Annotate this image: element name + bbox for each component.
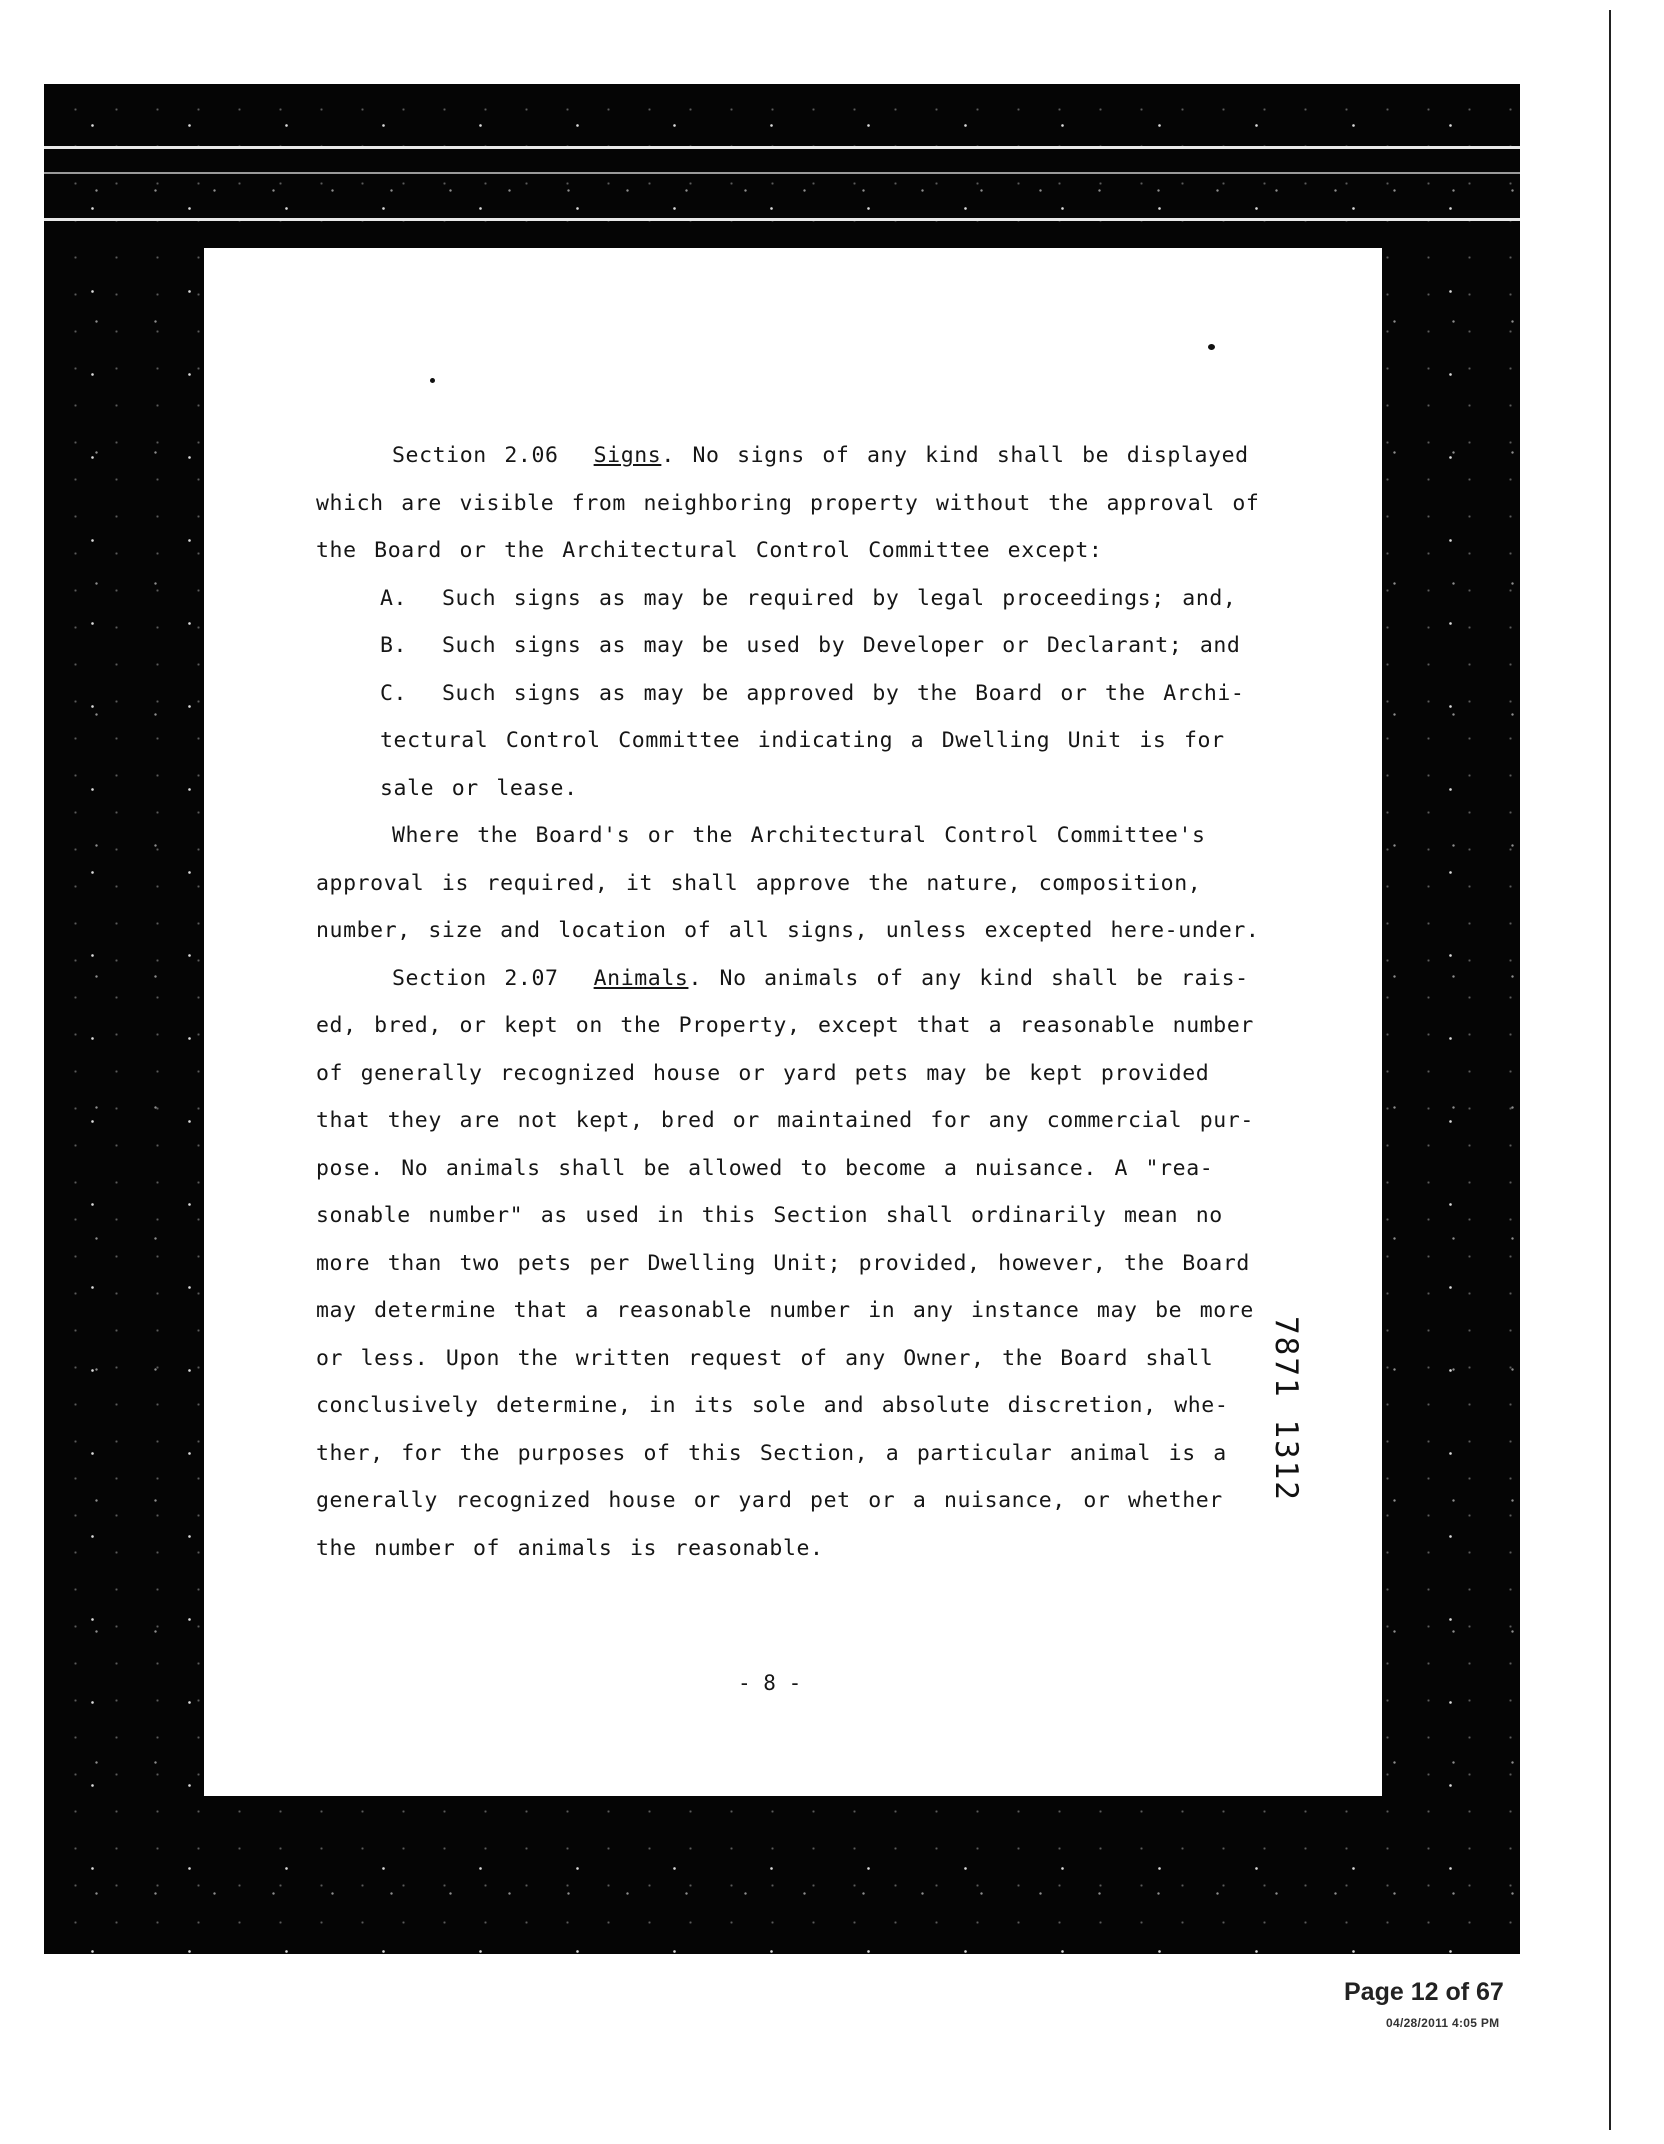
body-paragraph: Where the Board's or the Architectural Control Committee's approval is required, it shall approve the nature, composition, number, size and location of all signs, unless excepted here-under.	[316, 823, 1260, 943]
section-paragraph	[316, 955, 1276, 1573]
section-text: . No animals of any kind shall be rais-ed, bred, or kept on the Property, except that a reasonable number of generally recognized house or yard pets may be kept provided that they are not kept, bred or maintained for any commercial pur-pose. No animals shall be allowed to become a nuisance. A "rea-sonable number" as used in this Section shall ordinarily mean no more than two pets per Dwelling Unit; provided, however, the Board may determine that a reasonable number in any instance may be more or less. Upon the written request of any Owner, the Board shall conclusively determine, in its sole and absolute discretion, whe-ther, for the purposes of this Section, a particular animal is a generally recognized house or yard pet or a nuisance, or whether the number of animals is reasonable.	[316, 965, 1254, 1561]
scan-edge-rule	[1609, 10, 1611, 2130]
section-heading: Signs	[593, 443, 662, 468]
section-number: Section 2.06	[392, 443, 559, 468]
list-item	[316, 575, 1276, 623]
list-item-text: Such signs as may be approved by the Board or the Archi-tectural Control Committee indicating a Dwelling Unit is for sale or lease.	[380, 680, 1245, 801]
paper-speck	[430, 378, 435, 383]
paper-speck	[1208, 344, 1215, 350]
list-item-label: C.	[380, 680, 408, 706]
book-page-stamp	[1268, 1316, 1308, 1561]
scan-artifact-band	[44, 218, 1520, 221]
list-item-text: Such signs as may be used by Developer or Declarant; and	[442, 633, 1241, 658]
section-text: . No signs of any kind shall be displayed which are visible from neighboring property without the approval of the Board or the Architectural Control Committee except:	[316, 443, 1260, 563]
section-heading: Animals	[593, 965, 689, 991]
list-item	[316, 670, 1276, 813]
folio-page-number: - 8 -	[738, 1671, 802, 1695]
footer-timestamp: 04/28/2011 4:05 PM	[1386, 2016, 1500, 2030]
list-item-label: A.	[380, 585, 408, 611]
list-item	[316, 622, 1276, 670]
document-body	[316, 432, 1276, 1572]
list-item-text: Such signs as may be required by legal proceedings; and,	[442, 585, 1237, 611]
footer-page-label: Page 12 of 67	[1344, 1978, 1504, 2006]
scan-artifact-band	[44, 172, 1520, 174]
section-number: Section 2.07	[392, 965, 559, 991]
book-page-stamp-text: 7871 1312	[1268, 1316, 1304, 1502]
list-item-label: B.	[380, 633, 408, 658]
section-paragraph	[316, 432, 1276, 575]
scan-artifact-band	[44, 146, 1520, 149]
